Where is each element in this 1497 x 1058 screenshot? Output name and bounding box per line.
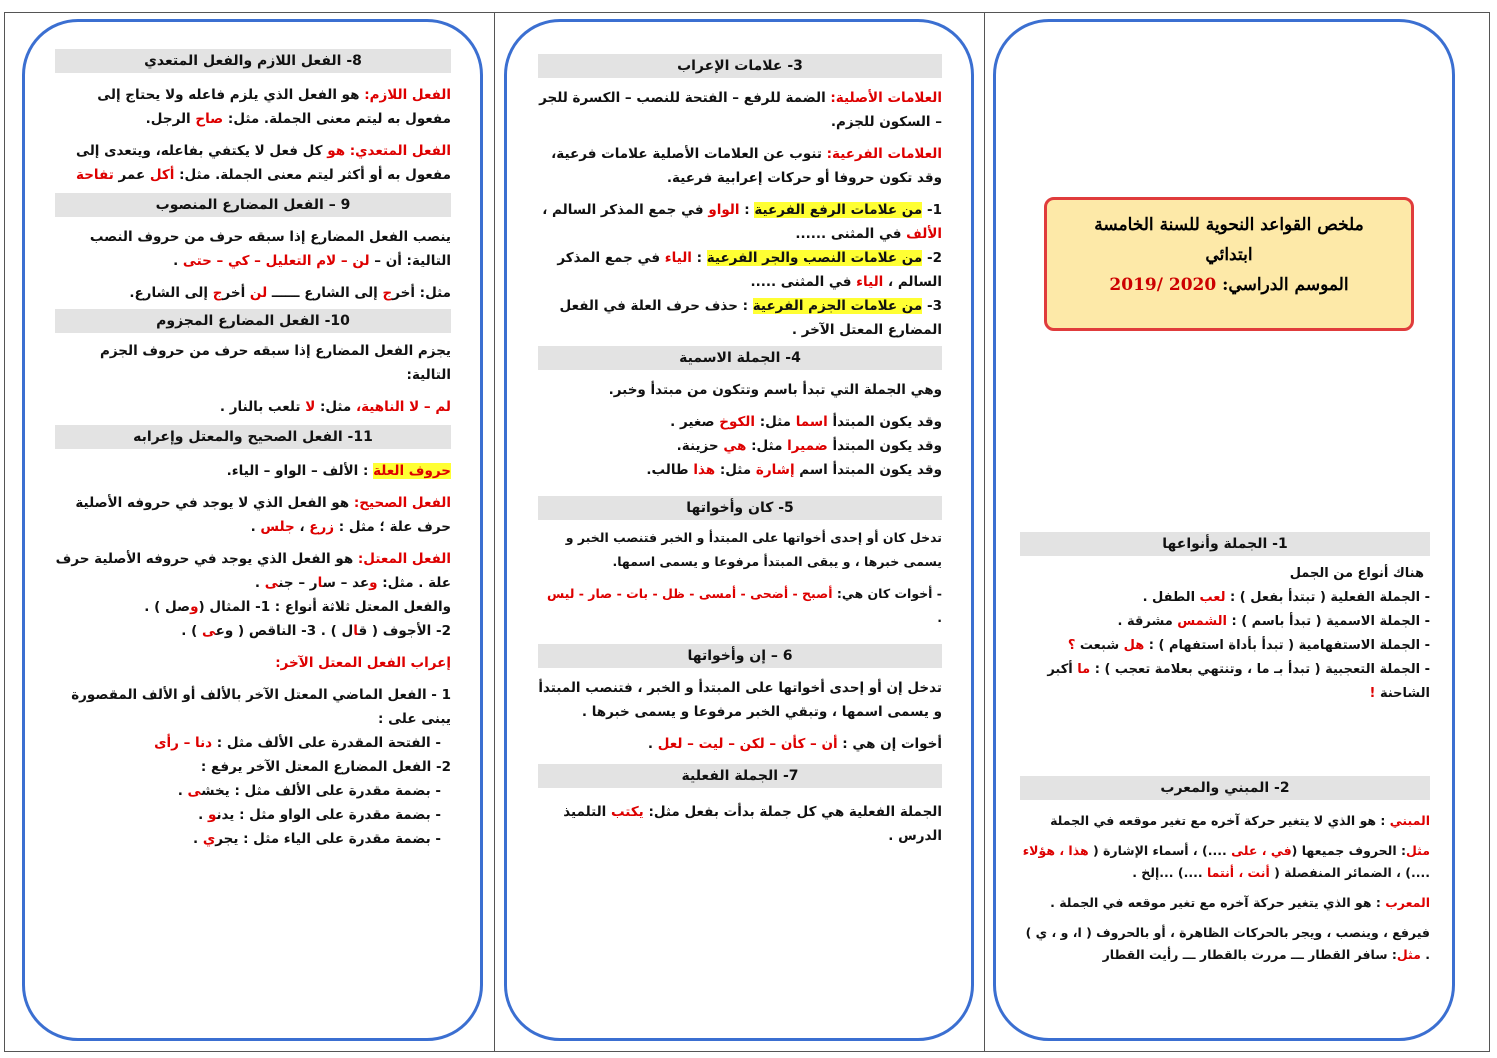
text-run: وقد يكون المبتدأ اسم <box>794 462 942 478</box>
text-run: يكتب <box>611 804 644 820</box>
text-run: - الجملة الفعلية ( تبتدأ بفعل ) : <box>1225 590 1430 605</box>
text-run: اسما <box>795 414 828 430</box>
fold-line <box>494 12 495 1052</box>
text-run: طالب. <box>646 462 694 478</box>
paragraph <box>55 619 451 643</box>
text-run: العلامات الأصلية: <box>830 90 942 106</box>
text-run: الفعل الصحيح: <box>353 495 451 511</box>
text-run: مشرقة . <box>1117 614 1178 629</box>
section-header: 4- الجملة الاسمية <box>538 346 942 370</box>
text-run: 2- الأجوف ( ق <box>358 623 451 639</box>
text-run: إلى الشارع ــــــ <box>267 285 383 301</box>
text-run: مثل: <box>755 414 796 430</box>
text-run: - الجملة التعجبية ( تبدأ بـ ما ، وتنتهي بعلامة تعجب ) : <box>1090 662 1430 677</box>
text-run: . <box>173 253 183 269</box>
paragraph <box>538 142 942 190</box>
paragraph: هناك أنواع من الجمل <box>1289 566 1424 581</box>
text-run: الكوخ <box>719 414 756 430</box>
section-header: 3- علامات الإعراب <box>538 54 942 78</box>
text-run: مثل <box>1396 947 1421 962</box>
text-run: تفاحة <box>76 167 114 183</box>
text-run: أن – كأن – لكن – ليت – لعل <box>657 736 838 752</box>
paragraph <box>1020 610 1430 634</box>
text-run: التلميذ الدرس . <box>563 804 942 844</box>
text-run: - الفتحة المقدرة على الألف مثل : <box>212 735 441 751</box>
text-run: . <box>192 831 203 847</box>
text-run: لم – لا الناهية، <box>355 399 451 415</box>
text-run: 3- <box>922 298 942 314</box>
text-run: ا <box>317 575 323 591</box>
text-run: : <box>691 250 707 266</box>
paragraph <box>538 198 942 246</box>
text-run: هو الفعل الذي لا يوجد في حروفه الأصلية حرف علة ؛ مثل : <box>75 495 451 535</box>
text-run: تنوب عن العلامات الأصلية علامات فرعية، وقد تكون حروفا أو حركات إعرابية فرعية. <box>551 146 942 186</box>
section-header: 1- الجملة وأنواعها <box>1020 532 1430 556</box>
text-run: صاح <box>195 111 224 127</box>
text-run: الرجل. <box>145 111 196 127</box>
text-run: أصبح - أضحى - أمسى - ظل - بات - صار - ليس <box>546 586 833 601</box>
text-run: و <box>190 599 199 615</box>
text-run: ! <box>1369 686 1376 701</box>
text-run: - بضمة مقدرة على الياء مثل : يجر <box>215 831 441 847</box>
paragraph <box>538 410 942 434</box>
cover-title-line2: ابتدائي <box>1205 245 1253 265</box>
middle-content <box>538 54 942 848</box>
text-run: أكل <box>149 167 175 183</box>
text-run: 1- <box>922 202 942 218</box>
cover-title-box <box>1044 197 1414 331</box>
text-run: صل ) . <box>144 599 191 615</box>
text-run: الياء <box>664 250 692 266</box>
text-run: : الحروف جميعها ( <box>1291 843 1406 858</box>
text-run: الألف <box>906 226 942 242</box>
paragraph <box>55 139 451 187</box>
text-run: - الجملة الاستفهامية ( تبدأ بأداة استفهام ) : <box>1144 638 1430 653</box>
text-run: مثل: <box>715 462 756 478</box>
text-run: و <box>369 575 378 591</box>
text-run: الضمة للرفع – الفتحة للنصب – الكسرة للجر – السكون للجزم. <box>539 90 942 130</box>
text-run: الطفل . <box>1142 590 1200 605</box>
text-run: كل فعل لا يكتفي بفاعله، ويتعدى إلى مفعول به أو أكثر ليتم معنى الجملة. مثل: <box>76 143 451 183</box>
paragraph <box>55 395 451 419</box>
text-run: إشارة <box>755 462 795 478</box>
text-run: المعرب <box>1385 895 1430 910</box>
text-run: . <box>250 519 261 535</box>
text-run: لعب <box>1199 590 1226 605</box>
left-content <box>55 49 451 851</box>
text-run: ج <box>212 285 223 301</box>
section-header: 5- كان وأخواتها <box>538 496 942 520</box>
paragraph <box>1020 634 1430 658</box>
text-run: ى <box>187 783 202 799</box>
text-run: ل ) . 3- الناقص ( وع <box>215 623 354 639</box>
paragraph <box>55 547 451 595</box>
paragraph <box>538 86 942 134</box>
paragraph: 2- الفعل المضارع المعتل الآخر يرفع : <box>200 759 451 775</box>
paragraph <box>55 459 451 483</box>
section-header: 2- المبني والمعرب <box>1020 776 1430 800</box>
text-run: ينصب الفعل المضارع إذا سبقه حرف من حروف النصب التالية: أن – <box>89 229 451 269</box>
paragraph <box>55 595 451 619</box>
paragraph <box>1020 658 1430 706</box>
text-run: من علامات الرفع الفرعية <box>754 202 923 218</box>
text-run: لا <box>305 399 316 415</box>
paragraph <box>538 800 942 848</box>
section-header: 11- الفعل الصحيح والمعتل وإعرابه <box>55 425 451 449</box>
text-run: صغير . <box>670 414 720 430</box>
paragraph <box>1020 922 1430 966</box>
text-run: هل <box>1123 638 1145 653</box>
text-run: عد – س <box>322 575 370 591</box>
text-run: و <box>207 807 217 823</box>
text-run: جلس <box>260 519 295 535</box>
paragraph <box>55 779 451 803</box>
text-run: - بضمة مقدرة على الألف مثل : يخش <box>201 783 441 799</box>
paragraph <box>55 803 451 827</box>
text-run: مثل <box>1406 843 1430 858</box>
text-run: هذا ، هؤلاء <box>1022 843 1089 858</box>
text-run: مثل: <box>315 399 356 415</box>
text-run: تلعب بالنار . <box>219 399 306 415</box>
text-run: ى <box>202 623 216 639</box>
paragraph <box>538 458 942 482</box>
text-run: إلى الشارع. <box>129 285 213 301</box>
text-run: ، <box>294 519 310 535</box>
text-run: العلامات الفرعية: <box>826 146 942 162</box>
text-run: الواو <box>708 202 740 218</box>
text-run: في جمع المذكر السالم ، <box>542 202 709 218</box>
paragraph <box>538 582 942 630</box>
text-run: حروف العلة <box>373 463 451 479</box>
text-run: أخوات إن هي : <box>837 736 942 752</box>
text-run: ....) ...إلخ . <box>1132 865 1207 880</box>
text-run: في المثنى ...... <box>795 226 907 242</box>
text-run: ) . <box>181 623 202 639</box>
paragraph <box>1020 586 1430 610</box>
paragraph: 1 - الفعل الماضي المعتل الآخر بالألف أو الألف المقصورة يبنى على : <box>71 687 451 727</box>
text-run: أنت ، أنتما <box>1206 865 1270 880</box>
text-run: هذا <box>693 462 716 478</box>
text-run: والفعل المعتل ثلاثة أنواع : 1- المثال ( <box>198 599 451 615</box>
text-run: دنا – رأى <box>154 735 213 751</box>
text-run: - بضمة مقدرة على الواو مثل : يدن <box>216 807 441 823</box>
text-run: ا <box>353 623 359 639</box>
text-run: . <box>177 783 188 799</box>
text-run: الفعل المتعدي: هو <box>327 143 451 159</box>
text-run: مثل: <box>746 438 788 454</box>
text-run: زرع <box>309 519 335 535</box>
text-run: ....) ، أسماء الإشارة ( <box>1088 843 1232 858</box>
text-run: . <box>198 807 208 823</box>
section-1 <box>1020 532 1430 706</box>
text-run: 2- <box>922 250 942 266</box>
text-run: من علامات الجزم الفرعية <box>752 298 923 314</box>
section-2 <box>1020 776 1430 966</box>
text-run: مثل: أخر <box>392 285 451 301</box>
text-run: في جمع المذكر السالم ، <box>557 250 942 290</box>
text-run: المبني <box>1389 813 1430 828</box>
text-run: ضميرا <box>787 438 828 454</box>
text-run: الموسم الدراسي: <box>1222 275 1349 295</box>
text-run: وقد يكون المبتدأ <box>827 438 942 454</box>
text-run: : سافر القطار ـــ مررت بالقطار ـــ رأيت القطار <box>1102 947 1397 962</box>
section-header: 8- الفعل اللازم والفعل المتعدي <box>55 49 451 73</box>
text-run: أكبر الشاحنة <box>1047 662 1430 701</box>
text-run: من علامات النصب والجر الفرعية <box>706 250 923 266</box>
paragraph: تدخل كان أو إحدى أخواتها على المبتدأ و الخبر فتنصب الخبر و يسمى خبرها ، و يبقى المبتدأ مرفوعا و يسمى اسمها. <box>565 530 942 569</box>
text-run: حزينة. <box>676 438 724 454</box>
section-header: 6 – إن وأخواتها <box>538 644 942 668</box>
text-run: . <box>254 575 265 591</box>
text-run: فيرفع ، وينصب ، ويجر بالحركات الظاهرة ، أو بالحروف ( ا، و ، ي ) . <box>1025 925 1430 962</box>
text-run: . <box>647 736 658 752</box>
text-run: الفعل اللازم: <box>364 87 451 103</box>
season-value: 2020 /2019 <box>1109 275 1217 295</box>
text-run: ي <box>202 831 216 847</box>
paragraph <box>538 294 942 342</box>
text-run: . <box>937 610 942 625</box>
text-run: عمر <box>113 167 150 183</box>
paragraph <box>55 827 451 851</box>
text-run: - أخوات كان هي: <box>832 586 942 601</box>
text-run: ر – جن <box>278 575 318 591</box>
paragraph <box>1020 892 1430 914</box>
text-run: : <box>739 202 755 218</box>
fold-line <box>984 12 985 1052</box>
section-header: 7- الجملة الفعلية <box>538 764 942 788</box>
text-run: الجملة الفعلية هي كل جملة بدأت بفعل مثل: <box>643 804 942 820</box>
text-run: : الألف – الواو – الياء. <box>226 463 374 479</box>
text-run: شبعت <box>1075 638 1124 653</box>
paragraph: إعراب الفعل المعتل الآخر: <box>275 655 451 671</box>
paragraph <box>1020 840 1430 884</box>
text-run: ....) ، الضمائر المنفصلة ( <box>1269 865 1430 880</box>
text-run: لن <box>249 285 268 301</box>
cover-season <box>1047 270 1411 300</box>
text-run: وقد يكون المبتدأ <box>827 414 942 430</box>
paragraph <box>55 731 451 755</box>
text-run: ما <box>1077 662 1091 677</box>
paragraph <box>538 732 942 756</box>
section-header: 9 – الفعل المضارع المنصوب <box>55 193 451 217</box>
paragraph <box>55 83 451 131</box>
text-run: هو الفعل الذي يلزم فاعله ولا يحتاج إلى مفعول به ليتم معنى الجملة. مثل: <box>97 87 451 127</box>
paragraph: وهي الجملة التي تبدأ باسم وتتكون من مبتدأ وخبر. <box>608 382 942 398</box>
text-run: الشمس <box>1177 614 1227 629</box>
text-run: أخر <box>222 285 250 301</box>
text-run: في المثنى ..... <box>750 274 857 290</box>
paragraph <box>55 225 451 273</box>
paragraph <box>55 491 451 539</box>
section-header: 10- الفعل المضارع المجزوم <box>55 309 451 333</box>
paragraph <box>538 434 942 458</box>
text-run: - الجملة الاسمية ( تبدأ باسم ) : <box>1226 614 1430 629</box>
text-run: ج <box>382 285 393 301</box>
text-run: : حذف حرف العلة في الفعل المضارع المعتل الآخر . <box>559 298 942 338</box>
text-run: الياء <box>856 274 884 290</box>
paragraph <box>538 246 942 294</box>
text-run: ى <box>264 575 279 591</box>
text-run: الفعل المعتل: <box>357 551 451 567</box>
paragraph <box>55 281 451 305</box>
text-run: لن – لام التعليل – كي – حتى <box>182 253 370 269</box>
paragraph: يجزم الفعل المضارع إذا سبقه حرف من حروف الجزم التالية: <box>100 343 451 383</box>
cover-title: ملخص القواعد النحوية للسنة الخامسة <box>1094 215 1364 235</box>
text-run: في ، على <box>1231 843 1292 858</box>
text-run: هو الفعل الذي يوجد في حروفه الأصلية حرف علة . مثل: <box>55 551 451 591</box>
paragraph: تدخل إن أو إحدى أخواتها على المبتدأ و الخبر ، فتنصب المبتدأ و يسمى اسمها ، وتبقي الخبر مرفوعا و يسمى خبرها . <box>538 680 942 720</box>
paragraph <box>1020 810 1430 832</box>
text-run: : هو الذي لا يتغير حركة آخره مع تغير موقعه في الجملة <box>1050 813 1390 828</box>
text-run: هي <box>723 438 747 454</box>
text-run: : هو الذي يتغير حركة آخره مع تغير موقعه في الجملة . <box>1050 895 1386 910</box>
text-run: ؟ <box>1067 638 1076 653</box>
